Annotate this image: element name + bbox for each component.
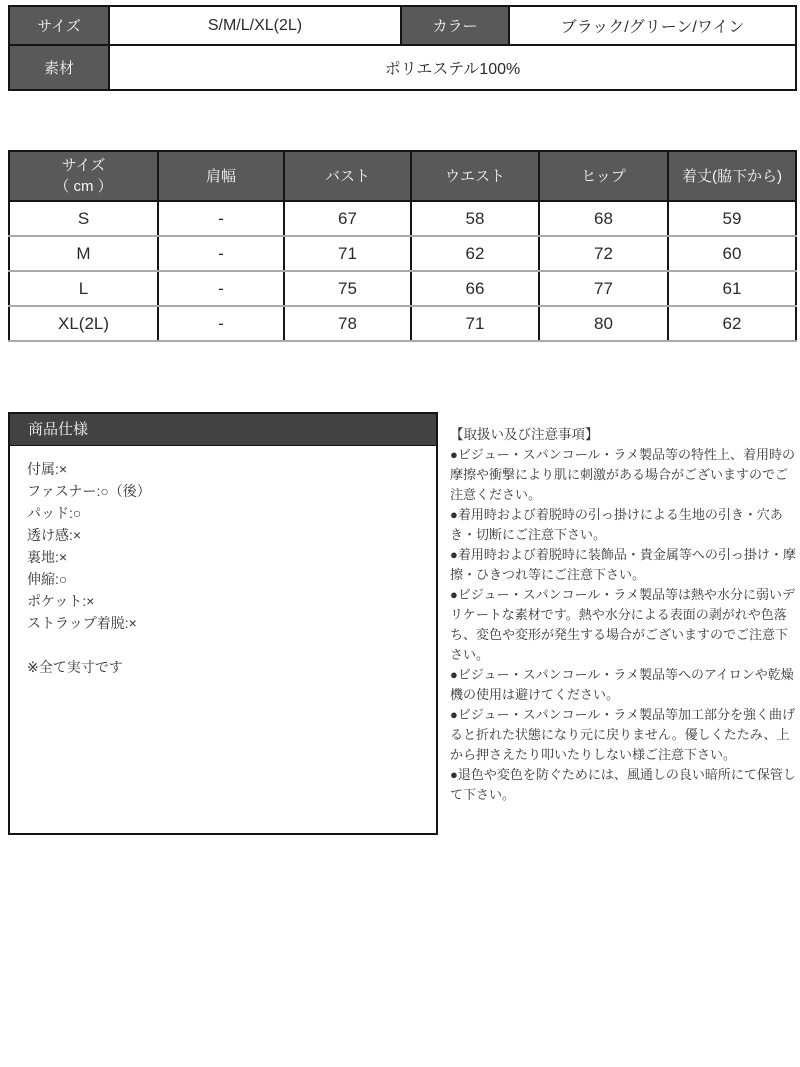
spec-box-title: 商品仕様 [10, 414, 436, 446]
cell-size: M [9, 236, 158, 271]
handling-notes [450, 424, 798, 805]
spec-item-lining: 裏地:× [27, 549, 68, 565]
header-size-cm [9, 151, 158, 201]
cell-hip: 68 [539, 201, 668, 236]
info-row-size-color [9, 6, 796, 45]
header-bust: バスト [284, 151, 411, 201]
material-label-cell: 素材 [9, 45, 109, 90]
size-value-cell: S/M/L/XL(2L) [109, 6, 401, 45]
handling-note-item: ●着用時および着脱時の引っ掛けによる生地の引き・穴あき・切断にご注意下さい。 [450, 507, 783, 542]
size-chart-table [8, 150, 797, 342]
header-waist: ウエスト [411, 151, 539, 201]
header-shoulder: 肩幅 [158, 151, 284, 201]
spec-item-stretch: 伸縮:○ [27, 571, 68, 587]
cell-bust: 75 [284, 271, 411, 306]
cell-bust: 67 [284, 201, 411, 236]
cell-hip: 80 [539, 306, 668, 341]
size-row-l [9, 271, 796, 306]
color-value-cell: ブラック/グリーン/ワイン [509, 6, 796, 45]
material-value-cell: ポリエステル100% [109, 45, 796, 90]
cell-waist: 71 [411, 306, 539, 341]
header-hip: ヒップ [539, 151, 668, 201]
cell-waist: 58 [411, 201, 539, 236]
size-row-xl2l [9, 306, 796, 341]
size-row-m [9, 236, 796, 271]
spec-item-pad: パッド:○ [27, 505, 82, 521]
header-size-line2: （ cm ） [54, 178, 113, 195]
header-size-line1: サイズ [61, 157, 106, 174]
cell-shoulder: - [158, 201, 284, 236]
cell-length: 61 [668, 271, 796, 306]
cell-length: 62 [668, 306, 796, 341]
handling-note-item: ●ビジュー・スパンコール・ラメ製品等の特性上、着用時の摩擦や衝撃により肌に刺激がある場合がございますのでご注意ください。 [450, 447, 795, 502]
size-row-s [9, 201, 796, 236]
cell-bust: 71 [284, 236, 411, 271]
product-info-table [8, 5, 797, 91]
cell-length: 59 [668, 201, 796, 236]
spec-item-accessory: 付属:× [27, 461, 68, 477]
spec-item-sheerness: 透け感:× [27, 527, 82, 543]
handling-notes-title: 【取扱い及び注意事項】 [450, 427, 599, 442]
cell-waist: 62 [411, 236, 539, 271]
size-chart-header-row [9, 151, 796, 201]
handling-note-item: ●ビジュー・スパンコール・ラメ製品等加工部分を強く曲げると折れた状態になり元に戻りません。優しくたたみ、上から押さえたり叩いたりしない様ご注意下さい。 [450, 707, 795, 762]
handling-note-item: ●着用時および着脱時に装飾品・貴金属等への引っ掛け・摩擦・ひきつれ等にご注意下さい。 [450, 547, 796, 582]
handling-note-item: ●ビジュー・スパンコール・ラメ製品等は熱や水分に弱いデリケートな素材です。熱や水分による表面の剥がれや色落ち、変色や変形が発生する場合がございますのでご注意下さい。 [450, 587, 795, 662]
cell-waist: 66 [411, 271, 539, 306]
cell-size: XL(2L) [9, 306, 158, 341]
cell-size: S [9, 201, 158, 236]
spec-measurement-note: ※全て実寸です [27, 659, 123, 675]
cell-shoulder: - [158, 306, 284, 341]
info-row-material [9, 45, 796, 90]
spec-item-pocket: ポケット:× [27, 593, 95, 609]
color-label-cell: カラー [401, 6, 509, 45]
cell-hip: 72 [539, 236, 668, 271]
cell-size: L [9, 271, 158, 306]
handling-note-item: ●退色や変色を防ぐためには、風通しの良い暗所にて保管して下さい。 [450, 767, 796, 802]
spec-item-fastener: ファスナー:○（後） [27, 483, 151, 499]
cell-shoulder: - [158, 236, 284, 271]
size-label-cell: サイズ [9, 6, 109, 45]
cell-hip: 77 [539, 271, 668, 306]
product-spec-box [8, 412, 438, 835]
handling-note-item: ●ビジュー・スパンコール・ラメ製品等へのアイロンや乾燥機の使用は避けてください。 [450, 667, 794, 702]
cell-bust: 78 [284, 306, 411, 341]
spec-box-body [10, 446, 436, 678]
header-length: 着丈(脇下から) [668, 151, 796, 201]
spec-item-strap: ストラップ着脱:× [27, 615, 137, 631]
cell-length: 60 [668, 236, 796, 271]
cell-shoulder: - [158, 271, 284, 306]
